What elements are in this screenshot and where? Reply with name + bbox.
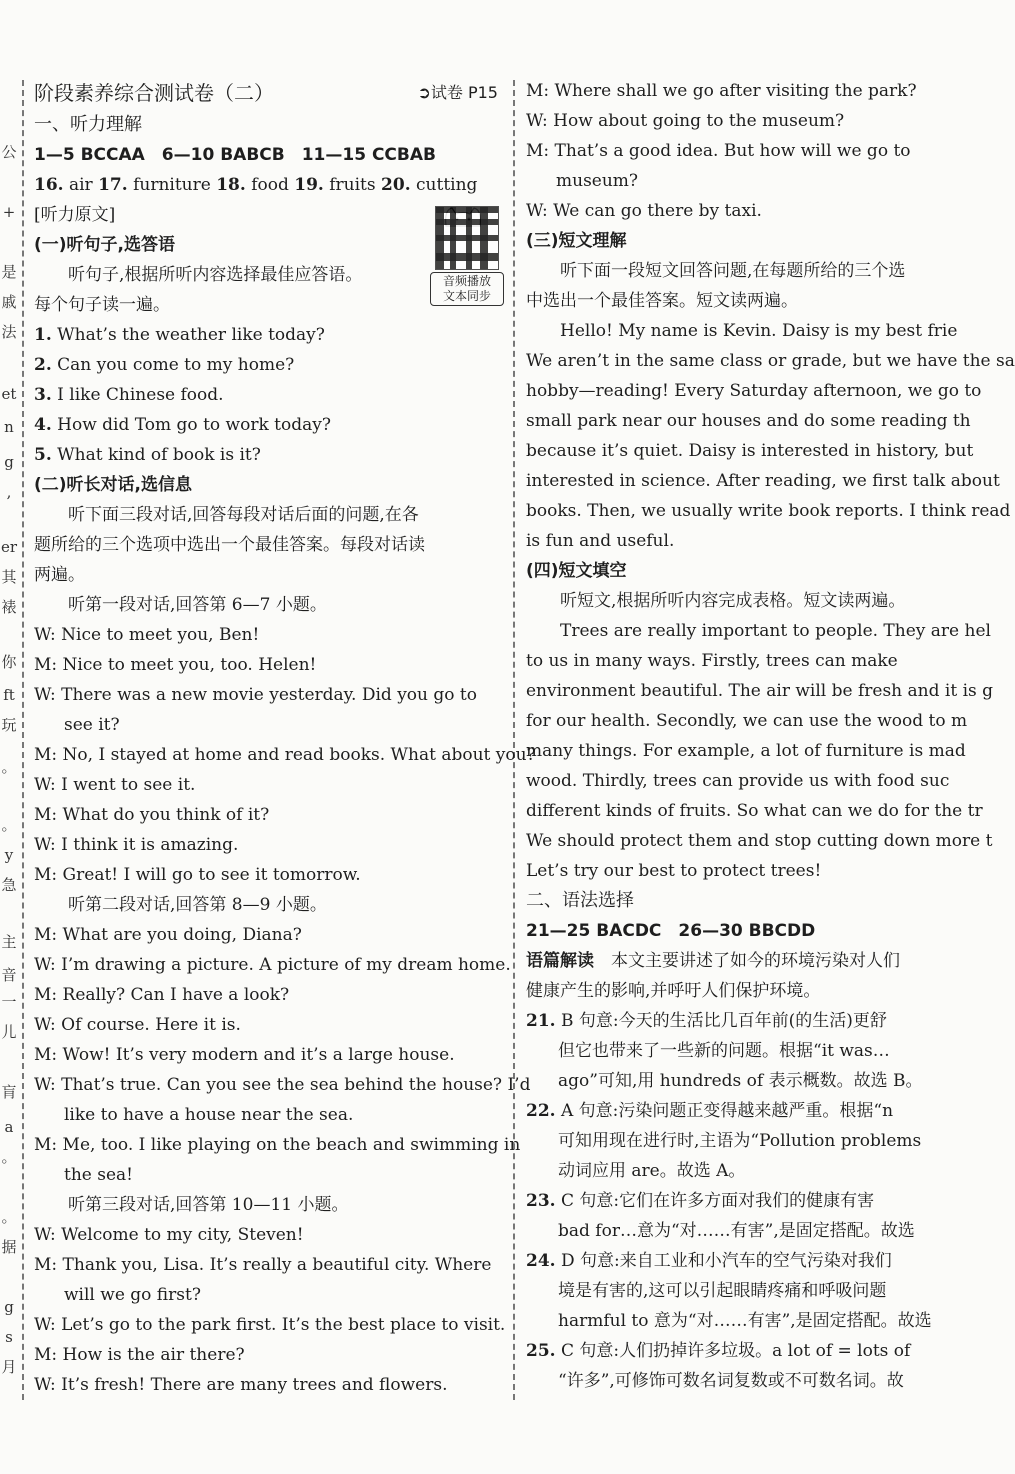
dialogue-text: Of course. Here it is. — [61, 1015, 241, 1035]
speaker-label: W: — [34, 1375, 56, 1395]
gutter-char: n — [4, 418, 14, 436]
explanation-list — [526, 1006, 964, 1396]
passage-line: many things. For example, a lot of furniture is mad — [526, 741, 966, 761]
speaker-label: W: — [526, 201, 548, 221]
dialogue-line — [34, 710, 504, 740]
analysis-line-a — [526, 946, 964, 976]
left-fold-line — [22, 80, 24, 1400]
dialogue-text: That’s true. Can you see the sea behind the house? I’d — [61, 1075, 531, 1095]
dialogue-line — [34, 1370, 504, 1400]
answer-word: furniture — [133, 175, 211, 195]
dialogue-line — [34, 1130, 521, 1160]
dialogue-line — [34, 1160, 504, 1190]
qr-label-line2: 文本同步 — [442, 289, 491, 303]
answer-number: 16. — [34, 175, 64, 195]
explanation-line: 但它也带来了一些新的问题。根据“it was… — [558, 1041, 890, 1061]
gutter-char: 玩 — [1, 716, 17, 734]
explanation-number: 21. — [526, 1011, 556, 1031]
right-column — [526, 76, 1015, 1406]
explanation-text: 句意:今天的生活比几百年前(的生活)更舒 — [578, 1011, 887, 1031]
sentence-item — [34, 410, 504, 440]
answer-ref — [417, 76, 498, 110]
answers-16-20 — [34, 170, 504, 200]
qr-code-block[interactable] — [430, 206, 504, 306]
dialogue3-intro: 听第三段对话,回答第 10—11 小题。 — [68, 1195, 349, 1215]
passage-line: interested in science. After reading, we first talk about — [526, 471, 1000, 491]
answer-number: 17. — [98, 175, 128, 195]
passage-line: environment beautiful. The air will be fresh and it is g — [526, 681, 994, 701]
dialogue-line — [34, 1010, 504, 1040]
part3-instruction-a: 听下面一段短文回答问题,在每题所给的三个选 — [560, 261, 906, 281]
gutter-char: y — [4, 846, 14, 864]
dialogue-line — [526, 166, 964, 196]
sentence-text: Can you come to my home? — [57, 355, 295, 375]
speaker-label: M: — [34, 985, 58, 1005]
analysis-text-a: 本文主要讲述了如今的环境污染对人们 — [611, 951, 900, 971]
gutter-char: 据 — [1, 1238, 17, 1256]
speaker-label: M: — [526, 141, 550, 161]
dialogue-line — [526, 76, 964, 106]
qr-label-line1: 音频播放 — [442, 274, 491, 288]
speaker-label: M: — [34, 925, 58, 945]
dialogue-line — [34, 1070, 531, 1100]
left-column — [34, 76, 536, 1400]
gutter-char: 其 — [1, 568, 17, 586]
explanation-line: harmful to 意为“对……有害”,是固定搭配。故选 — [558, 1311, 932, 1331]
passage-line: We aren’t in the same class or grade, but we have the sa — [526, 351, 1015, 371]
explanation-number: 25. — [526, 1341, 556, 1361]
passage-line: wood. Thirdly, trees can provide us with food suc — [526, 771, 950, 791]
dialogue-line — [34, 980, 504, 1010]
dialogue-line — [34, 1040, 504, 1070]
dialogue1 — [34, 620, 536, 890]
gutter-char: 。 — [1, 1208, 17, 1226]
gutter-char: 裱 — [1, 598, 17, 616]
dialogue-line — [34, 1310, 504, 1340]
explanation-text: 句意:来自工业和小汽车的空气污染对我们 — [580, 1251, 892, 1271]
gutter-char: 你 — [1, 653, 17, 671]
passage-line: Hello! My name is Kevin. Daisy is my best frie — [560, 321, 958, 341]
dialogue-line — [34, 650, 504, 680]
dialogue-text: No, I stayed at home and read books. What about you? — [62, 745, 536, 765]
dialogue-text: see it? — [64, 715, 120, 735]
passage-line: books. Then, we usually write book reports. I think read — [526, 501, 1011, 521]
gutter-char: 月 — [1, 1358, 17, 1376]
analysis-label: 语篇解读 — [526, 951, 594, 971]
explanation-answer: C — [560, 1191, 574, 1211]
part3-title: (三)短文理解 — [526, 231, 627, 251]
explanation-number: 22. — [526, 1101, 556, 1121]
passage-line: to us in many ways. Firstly, trees can make — [526, 651, 898, 671]
dialogue-text: the sea! — [64, 1165, 133, 1185]
dialogue-text: It’s fresh! There are many trees and flowers. — [61, 1375, 448, 1395]
gutter-char: 儿 — [1, 1023, 17, 1041]
dialogue-text: Really? Can I have a look? — [62, 985, 290, 1005]
explanation-answer: D — [560, 1251, 575, 1271]
speaker-label: M: — [34, 1135, 58, 1155]
explanation-text: 句意:污染问题正变得越来越严重。根据“n — [578, 1101, 894, 1121]
dialogue3-continued — [526, 76, 964, 226]
sentence-text: What kind of book is it? — [57, 445, 261, 465]
speaker-label: W: — [34, 1225, 56, 1245]
dialogue-text: will we go first? — [64, 1285, 201, 1305]
column-divider — [513, 80, 515, 1400]
sentence-number: 5. — [34, 445, 52, 465]
passage-line: different kinds of fruits. So what can we do for the tr — [526, 801, 983, 821]
part3-instruction-b: 中选出一个最佳答案。短文读两遍。 — [526, 291, 798, 311]
passage-line: Trees are really important to people. They are hel — [560, 621, 991, 641]
gutter-char: 一 — [1, 993, 17, 1011]
passage-line: small park near our houses and do some reading th — [526, 411, 971, 431]
dialogue-text: Nice to meet you, Ben! — [61, 625, 260, 645]
answer-word: fruits — [329, 175, 376, 195]
dialogue-line — [34, 1100, 504, 1130]
gutter-char: , — [6, 483, 12, 501]
sentence-text: What’s the weather like today? — [57, 325, 325, 345]
explanation-line: 境是有害的,这可以引起眼睛疼痛和呼吸问题 — [558, 1281, 887, 1301]
sentence-number: 4. — [34, 415, 52, 435]
gutter-char: er — [0, 538, 18, 556]
answers-1-15: 1—5 BCCAA 6—10 BABCB 11—15 CCBAB — [34, 145, 436, 165]
speaker-label: M: — [34, 805, 58, 825]
section-listening: 一、听力理解 — [34, 114, 142, 135]
speaker-label: W: — [34, 835, 56, 855]
dialogue-line — [34, 680, 504, 710]
qr-code-icon[interactable] — [435, 206, 499, 270]
explanation-text: 句意:它们在许多方面对我们的健康有害 — [579, 1191, 875, 1211]
gutter-char: + — [2, 203, 16, 221]
dialogue-line — [34, 800, 504, 830]
speaker-label: W: — [34, 955, 56, 975]
passage-1 — [526, 316, 1015, 556]
sentence-item — [34, 380, 504, 410]
sentence-text: How did Tom go to work today? — [57, 415, 331, 435]
explanation-answer: B — [560, 1011, 574, 1031]
sentence-item — [34, 320, 504, 350]
explanation-line — [526, 1336, 964, 1366]
gutter-char: 。 — [1, 816, 17, 834]
answers-21-30: 21—25 BACDC 26—30 BBCDD — [526, 921, 816, 941]
explanation-number: 24. — [526, 1251, 556, 1271]
part2-instruction-c: 两遍。 — [34, 565, 85, 585]
dialogue-line — [34, 770, 504, 800]
dialogue-line — [526, 106, 964, 136]
dialogue-text: Where shall we go after visiting the park? — [554, 81, 917, 101]
dialogue-line — [34, 620, 504, 650]
dialogue-text: How about going to the museum? — [553, 111, 845, 131]
answer-number: 19. — [294, 175, 324, 195]
dialogue-text: There was a new movie yesterday. Did you go to — [61, 685, 477, 705]
explanation-answer: C — [560, 1341, 574, 1361]
dialogue-text: Welcome to my city, Steven! — [61, 1225, 304, 1245]
speaker-label: W: — [34, 775, 56, 795]
dialogue-text: Great! I will go to see it tomorrow. — [62, 865, 361, 885]
speaker-label: W: — [34, 625, 56, 645]
gutter-char: et — [1, 385, 17, 403]
page-title: 阶段素养综合测试卷（二） — [34, 81, 274, 105]
dialogue-line — [34, 860, 504, 890]
dialogue1-intro: 听第一段对话,回答第 6—7 小题。 — [68, 595, 327, 615]
speaker-label: W: — [526, 111, 548, 131]
passage-line: is fun and useful. — [526, 531, 675, 551]
dialogue2 — [34, 920, 531, 1190]
part2-title: (二)听长对话,选信息 — [34, 475, 192, 495]
explanation-line — [526, 1246, 964, 1276]
passage-line: We should protect them and stop cutting down more t — [526, 831, 993, 851]
gutter-char: 戚 — [1, 293, 17, 311]
sentence-item — [34, 440, 504, 470]
dialogue-text: I’m drawing a picture. A picture of my dream home. — [61, 955, 511, 975]
part4-instruction: 听短文,根据所听内容完成表格。短文读两遍。 — [560, 591, 906, 611]
sentence-number: 2. — [34, 355, 52, 375]
speaker-label: W: — [34, 685, 56, 705]
explanation-line: 动词应用 are。故选 A。 — [558, 1161, 746, 1181]
explanation-text: 句意:人们扔掉许多垃圾。a lot of = lots of — [579, 1341, 911, 1361]
dialogue2-intro: 听第二段对话,回答第 8—9 小题。 — [68, 895, 327, 915]
part4-title: (四)短文填空 — [526, 561, 627, 581]
speaker-label: M: — [34, 655, 58, 675]
dialogue-line — [34, 1280, 504, 1310]
dialogue-line — [34, 740, 536, 770]
section-grammar: 二、语法选择 — [526, 890, 634, 911]
dialogue-line — [34, 1340, 504, 1370]
left-gutter — [0, 0, 22, 1474]
dialogue-text: Nice to meet you, too. Helen! — [62, 655, 317, 675]
passage-line: Let’s try our best to protect trees! — [526, 861, 822, 881]
speaker-label: M: — [34, 1045, 58, 1065]
qr-label — [430, 272, 504, 306]
analysis-line-b: 健康产生的影响,并呼吁人们保护环境。 — [526, 981, 821, 1001]
dialogue3 — [34, 1220, 504, 1400]
explanation-line — [526, 1096, 964, 1126]
explanation-answer: A — [560, 1101, 574, 1121]
dialogue-line — [34, 950, 511, 980]
answer-word: air — [68, 175, 93, 195]
sentence-number: 3. — [34, 385, 52, 405]
explanation-number: 23. — [526, 1191, 556, 1211]
gutter-char: 主 — [1, 933, 17, 951]
arrow-circle-icon: ➲ — [417, 83, 431, 102]
speaker-label: W: — [34, 1015, 56, 1035]
gutter-char: 肓 — [1, 1083, 17, 1101]
sentence-text: I like Chinese food. — [57, 385, 224, 405]
dialogue-text: I went to see it. — [61, 775, 196, 795]
dialogue-text: I think it is amazing. — [61, 835, 239, 855]
gutter-char: 音 — [1, 966, 17, 984]
sentence-number: 1. — [34, 325, 52, 345]
explanation-line: 可知用现在进行时,主语为“Pollution problems — [558, 1131, 922, 1151]
gutter-char: ft — [3, 686, 15, 704]
explanation-line — [526, 1006, 964, 1036]
speaker-label: M: — [34, 1345, 58, 1365]
explanation-line: bad for…意为“对……有害”,是固定搭配。故选 — [558, 1221, 915, 1241]
gutter-char: g — [4, 1298, 14, 1316]
answer-word: food — [251, 175, 289, 195]
dialogue-text: Let’s go to the park first. It’s the best place to visit. — [61, 1315, 506, 1335]
gutter-char: s — [5, 1328, 13, 1346]
gutter-char: 。 — [1, 1148, 17, 1166]
gutter-char: a — [4, 1118, 14, 1136]
dialogue-line — [34, 830, 504, 860]
gutter-char: 急 — [1, 876, 17, 894]
speaker-label: M: — [34, 745, 58, 765]
explanation-line: “许多”,可修饰可数名词复数或不可数名词。故 — [558, 1371, 904, 1391]
speaker-label: W: — [34, 1075, 56, 1095]
answer-word: cutting — [416, 175, 478, 195]
dialogue-text: Thank you, Lisa. It’s really a beautiful city. Where — [62, 1255, 492, 1275]
gutter-char: 法 — [1, 323, 17, 341]
answer-number: 18. — [216, 175, 246, 195]
explanation-line — [526, 1186, 964, 1216]
dialogue-text: museum? — [556, 171, 639, 191]
dialogue-text: We can go there by taxi. — [553, 201, 762, 221]
dialogue-text: That’s a good idea. But how will we go to — [554, 141, 911, 161]
transcript-label: [听力原文] — [34, 205, 116, 225]
passage-2 — [526, 616, 994, 886]
dialogue-text: What are you doing, Diana? — [62, 925, 302, 945]
speaker-label: M: — [34, 1255, 58, 1275]
sentence-item — [34, 350, 504, 380]
passage-line: hobby—reading! Every Saturday afternoon, we go to — [526, 381, 982, 401]
gutter-char: 。 — [1, 758, 17, 776]
speaker-label: M: — [34, 865, 58, 885]
dialogue-line — [526, 196, 964, 226]
passage-line: for our health. Secondly, we can use the wood to m — [526, 711, 968, 731]
dialogue-line — [34, 1220, 504, 1250]
speaker-label: W: — [34, 1315, 56, 1335]
dialogue-text: Wow! It’s very modern and it’s a large house. — [62, 1045, 455, 1065]
part1-instruction-a: 听句子,根据所听内容选择最佳应答语。 — [68, 265, 363, 285]
dialogue-line — [34, 1250, 504, 1280]
speaker-label: M: — [526, 81, 550, 101]
dialogue-text: like to have a house near the sea. — [64, 1105, 354, 1125]
gutter-char: 是 — [1, 263, 17, 281]
part1-title: (一)听句子,选答语 — [34, 235, 175, 255]
dialogue-line — [34, 920, 504, 950]
gutter-char: g — [4, 453, 14, 471]
dialogue-line — [526, 136, 964, 166]
explanation-line: ago”可知,用 hundreds of 表示概数。故选 B。 — [558, 1071, 923, 1091]
part2-instruction-b: 题所给的三个选项中选出一个最佳答案。每段对话读 — [34, 535, 425, 555]
answer-number: 20. — [381, 175, 411, 195]
test-title-row — [34, 76, 504, 110]
passage-line: because it’s quiet. Daisy is interested in history, but — [526, 441, 974, 461]
dialogue-text: Me, too. I like playing on the beach and swimming in — [62, 1135, 521, 1155]
answer-ref-label: 试卷 P15 — [430, 83, 498, 102]
part2-instruction-a: 听下面三段对话,回答每段对话后面的问题,在各 — [68, 505, 419, 525]
sentence-list — [34, 320, 504, 470]
part1-instruction-b: 每个句子读一遍。 — [34, 295, 170, 315]
dialogue-text: How is the air there? — [62, 1345, 245, 1365]
gutter-char: 公 — [1, 143, 17, 161]
dialogue-text: What do you think of it? — [62, 805, 270, 825]
